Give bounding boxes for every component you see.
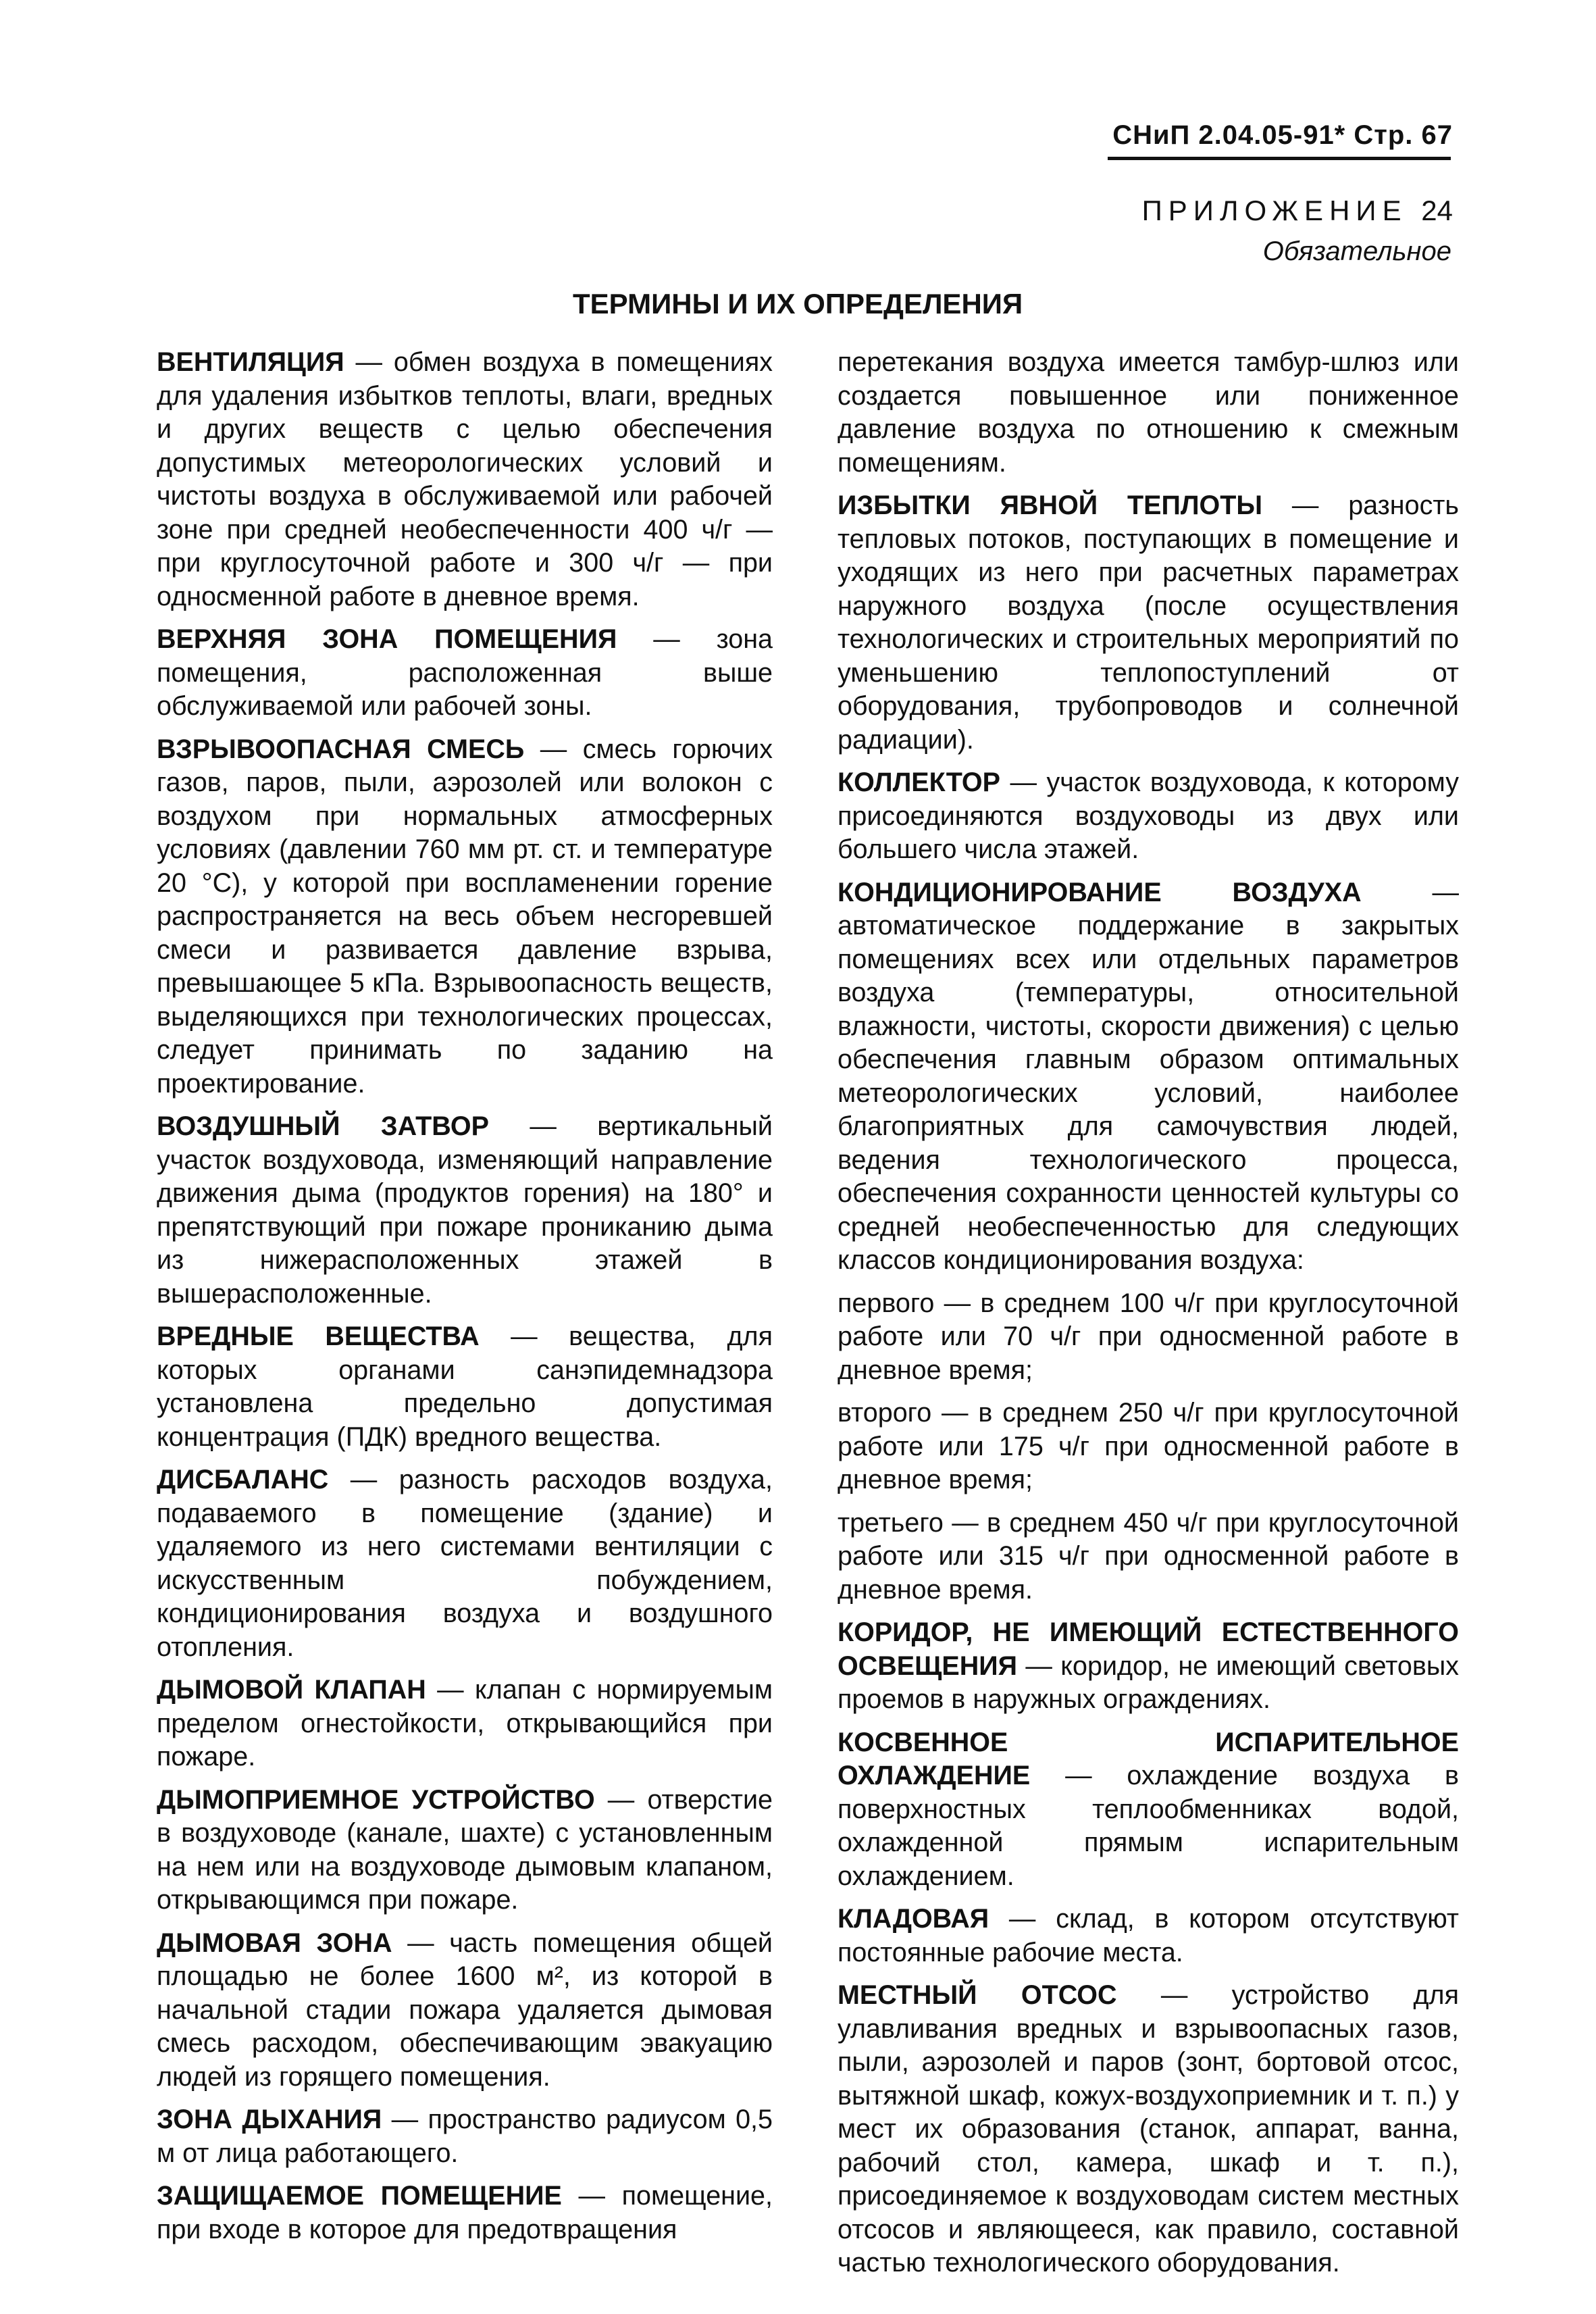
term: ДЫМОВАЯ ЗОНА: [157, 1928, 392, 1958]
term: ВЗРЫВООПАСНАЯ СМЕСЬ: [157, 734, 525, 764]
appendix-label: ПРИЛОЖЕНИЕ: [1141, 195, 1408, 226]
definition-text: — отверстие в воздуховоде (канале, шахте) с установленным на нем или на воздуховоде дымовым клапаном, открывающимся при пожаре.: [157, 1784, 773, 1915]
definition-text: — смесь горючих газов, паров, пыли, аэрозолей или волокон с воздухом при нормальных атмосферных условиях (давлении 760 мм рт. ст. и температуре 20 °С), у которой при воспламенении горение распространяется на весь объем несгоревшей смеси и развивается давление взрыва, превышающее 5 кПа. Взрывоопасность веществ, выделяющихся при технологических процессах, следует принимать по заданию на проектирование.: [157, 734, 773, 1099]
definition-entry: [157, 1110, 773, 1311]
definition-text: — зона помещения, расположенная выше обслуживаемой или рабочей зоны.: [157, 624, 773, 721]
document-reference: СНиП 2.04.05-91* Стр. 67: [1112, 120, 1453, 150]
definition-text: — устройство для улавливания вредных и взрывоопасных газов, пыли, аэрозолей и паров (зонт, бортовой отсос, вытяжной шкаф, кожух-воздухоприемник и т. п.) у мест их образования (станок, аппарат, ванна, рабочий стол, камера, шкаф и т. п.), присоединяемое к воздуховодам систем местных отсосов и являющееся, как правило, составной частью технологического оборудования.: [838, 1980, 1459, 2278]
term: ДИСБАЛАНС: [157, 1465, 329, 1494]
term: КОНДИЦИОНИРОВАНИЕ ВОЗДУХА: [838, 877, 1362, 907]
definition-text: — обмен воздуха в помещениях для удаления избытков теплоты, влаги, вредных и других веществ с целью обеспечения допустимых метеорологических условий и чистоты воздуха в обслуживаемой или рабочей зоне при средней необеспеченности 400 ч/г — при круглосуточной работе и 300 ч/г — при односменной работе в дневное время.: [157, 347, 773, 611]
definition-entry: [838, 1903, 1459, 1969]
continued-definition-text: перетекания воздуха имеется тамбур-шлюз или создается повышенное или пониженное давление воздуха по отношению к смежным помещениям.: [838, 347, 1459, 478]
term: КЛАДОВАЯ: [838, 1904, 989, 1934]
definition-text: — охлаждение воздуха в поверхностных теплообменниках водой, охлажденной прямым испарительным охлаждением.: [838, 1761, 1459, 1891]
definition-text: — склад, в котором отсутствуют постоянные рабочие места.: [838, 1904, 1459, 1967]
definition-entry: [157, 1674, 773, 1774]
definition-entry: [838, 766, 1459, 867]
term: ДЫМОПРИЕМНОЕ УСТРОЙСТВО: [157, 1784, 595, 1815]
definition-entry: [838, 489, 1459, 757]
definition-entry: [838, 1726, 1459, 1894]
term: МЕСТНЫЙ ОТСОС: [838, 1980, 1117, 2010]
term: ВЕРХНЯЯ ЗОНА ПОМЕЩЕНИЯ: [157, 624, 617, 654]
term: КОЛЛЕКТОР: [838, 768, 1000, 797]
page-title: ТЕРМИНЫ И ИХ ОПРЕДЕЛЕНИЯ: [573, 288, 1023, 320]
left-column: [157, 346, 773, 2256]
definition-text: — коридор, не имеющий световых проемов в наружных ограждениях.: [838, 1651, 1459, 1714]
definition-text: — разность тепловых потоков, поступающих в помещение и уходящих из него при расчетных параметрах наружного воздуха (после осуществления технологических и строительных мероприятий по уменьшению теплопоступлений от оборудования, трубопроводов и солнечной радиации).: [838, 491, 1459, 755]
definition-text: — вещества, для которых органами санэпидемнадзора установлена предельно допустимая концентрация (ПДК) вредного вещества.: [157, 1322, 773, 1452]
definition-text: — вертикальный участок воздуховода, изменяющий направление движения дыма (продуктов горения) на 180° и препятствующий при пожаре прониканию дыма из нижерасположенных этажей в вышерасположенные.: [157, 1111, 773, 1309]
term: ЗОНА ДЫХАНИЯ: [157, 2105, 382, 2134]
definition-entry: [157, 2180, 773, 2246]
term: КОРИДОР, НЕ ИМЕЮЩИЙ ЕСТЕСТВЕННОГО ОСВЕЩЕНИЯ: [838, 1617, 1459, 1681]
term: КОСВЕННОЕ ИСПАРИТЕЛЬНОЕ ОХЛАЖДЕНИЕ: [838, 1727, 1459, 1790]
appendix-status: Обязательное: [1262, 236, 1451, 266]
term: ВОЗДУШНЫЙ ЗАТВОР: [157, 1111, 489, 1141]
definition-entry: [157, 2103, 773, 2170]
class-item: первого — в среднем 100 ч/г при круглосуточной работе или 70 ч/г при односменной работе в дневное время;: [838, 1288, 1459, 1385]
term: ИЗБЫТКИ ЯВНОЙ ТЕПЛОТЫ: [838, 491, 1263, 520]
header-rule: [1108, 157, 1451, 160]
definition-text: — помещение, при входе в которое для предотвращения: [157, 2181, 773, 2244]
definition-entry: [157, 733, 773, 1101]
definition-text: — автоматическое поддержание в закрытых помещениях всех или отдельных параметров воздуха (температуры, относительной влажности, чистоты, скорости движения) с целью обеспечения главным образом оптимальных метеорологических условий, наиболее благоприятных для самочувствия людей, ведения технологического процесса, обеспечения сохранности ценностей культуры со средней необеспеченностью для следующих классов кондиционирования воздуха:: [838, 877, 1459, 1275]
definition-text: — клапан с нормируемым пределом огнестойкости, открывающийся при пожаре.: [157, 1675, 773, 1771]
definition-text: — часть помещения общей площадью не более 1600 м², из которой в начальной стадии пожара удаляется дымовая смесь расходом, обеспечивающим эвакуацию людей из горящего помещения.: [157, 1928, 773, 2092]
definition-entry: [157, 1463, 773, 1664]
definition-entry: [838, 876, 1459, 1278]
definition-text: — пространство радиусом 0,5 м от лица работающего.: [157, 2105, 773, 2168]
definition-entry: [838, 1616, 1459, 1717]
appendix-number: 24: [1421, 195, 1453, 226]
definition-entry: [157, 1927, 773, 2094]
definition-text: — разность расходов воздуха, подаваемого в помещение (здание) и удаляемого из него системами вентиляции с искусственным побуждением, кондиционирования воздуха и воздушного отопления.: [157, 1465, 773, 1662]
definition-entry: [157, 1784, 773, 1917]
definition-entry: [838, 1979, 1459, 2280]
right-column: [838, 346, 1459, 2290]
definition-entry: [157, 346, 773, 613]
class-item: третьего — в среднем 450 ч/г при круглосуточной работе или 315 ч/г при односменной работе в дневное время.: [838, 1507, 1459, 1605]
definition-entry: [157, 1320, 773, 1454]
definition-text: — участок воздуховода, к которому присоединяются воздуховоды из двух или большего числа этажей.: [838, 768, 1459, 864]
class-item: второго — в среднем 250 ч/г при круглосуточной работе или 175 ч/г при односменной работе в дневное время;: [838, 1398, 1459, 1494]
definition-entry: [157, 623, 773, 724]
term: ДЫМОВОЙ КЛАПАН: [157, 1675, 426, 1705]
term: ВЕНТИЛЯЦИЯ: [157, 347, 344, 377]
term: ЗАЩИЩАЕМОЕ ПОМЕЩЕНИЕ: [157, 2181, 562, 2211]
appendix-heading: [1142, 195, 1453, 227]
term: ВРЕДНЫЕ ВЕЩЕСТВА: [157, 1322, 480, 1351]
